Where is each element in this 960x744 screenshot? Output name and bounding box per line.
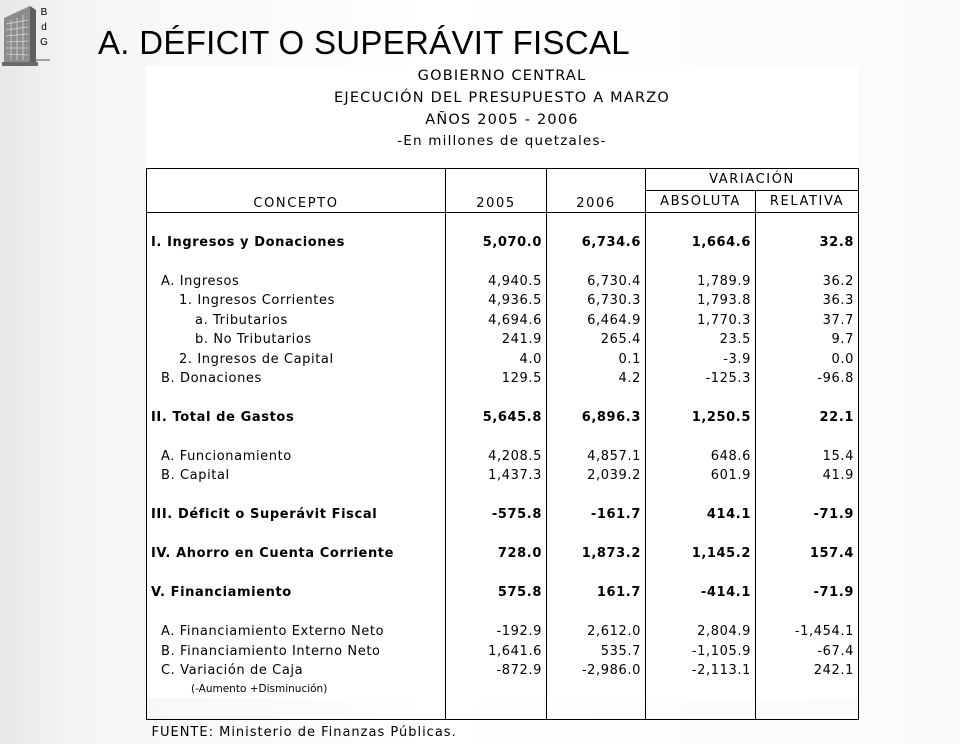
value-absoluta: -125.3 xyxy=(646,369,756,388)
table-row-funcionamiento xyxy=(147,447,859,466)
col-header-variacion: VARIACIÓN xyxy=(646,169,859,191)
bank-logo xyxy=(0,0,52,70)
row-label: B. Capital xyxy=(147,466,446,485)
table-row-ingresos-corrientes xyxy=(147,291,859,310)
row-label: C. Variación de Caja xyxy=(147,661,446,680)
value-2006: 2,612.0 xyxy=(547,622,646,641)
logo-letter-b: B xyxy=(40,7,48,18)
value-2006: 161.7 xyxy=(547,583,646,602)
value-2006: 0.1 xyxy=(547,350,646,369)
value-2006: 6,730.3 xyxy=(547,291,646,310)
value-2006: 6,734.6 xyxy=(547,233,646,252)
row-label: III. Déficit o Superávit Fiscal xyxy=(147,505,446,524)
row-label: IV. Ahorro en Cuenta Corriente xyxy=(147,544,446,563)
row-label: B. Financiamiento Interno Neto xyxy=(147,641,446,660)
value-absoluta: 1,664.6 xyxy=(646,233,756,252)
value-2005: 129.5 xyxy=(446,369,547,388)
value-2005: 728.0 xyxy=(446,544,547,563)
table-row-ingresos-capital xyxy=(147,350,859,369)
row-label: 1. Ingresos Corrientes xyxy=(147,291,446,310)
value-absoluta: 23.5 xyxy=(646,330,756,349)
col-header-absoluta: ABSOLUTA xyxy=(646,190,756,213)
value-2005: 575.8 xyxy=(446,583,547,602)
row-label: I. Ingresos y Donaciones xyxy=(147,233,446,252)
value-relativa: 22.1 xyxy=(756,408,859,427)
row-label: B. Donaciones xyxy=(147,369,446,388)
table-row-variacion-caja xyxy=(147,661,859,680)
value-absoluta: -414.1 xyxy=(646,583,756,602)
value-2006: -161.7 xyxy=(547,505,646,524)
value-2006: 6,730.4 xyxy=(547,272,646,291)
row-label: A. Financiamiento Externo Neto xyxy=(147,622,446,641)
budget-table xyxy=(146,168,859,744)
table-row-fin-interno xyxy=(147,641,859,660)
value-2006: -2,986.0 xyxy=(547,661,646,680)
building-icon xyxy=(0,0,52,70)
logo-letter-d: d xyxy=(41,22,47,33)
table-row-ingresos xyxy=(147,272,859,291)
value-relativa: 15.4 xyxy=(756,447,859,466)
value-2006: 265.4 xyxy=(547,330,646,349)
value-absoluta: -2,113.1 xyxy=(646,661,756,680)
value-2006: 6,464.9 xyxy=(547,311,646,330)
col-header-2006: 2006 xyxy=(547,169,646,213)
value-relativa: -71.9 xyxy=(756,583,859,602)
row-label: A. Ingresos xyxy=(147,272,446,291)
logo-letter-g: G xyxy=(40,37,48,48)
value-absoluta: 1,793.8 xyxy=(646,291,756,310)
value-absoluta: 2,804.9 xyxy=(646,622,756,641)
value-absoluta: 648.6 xyxy=(646,447,756,466)
table-row-ingresos-donaciones xyxy=(147,233,859,252)
value-absoluta: -1,105.9 xyxy=(646,641,756,660)
value-2006: 535.7 xyxy=(547,641,646,660)
value-relativa: 9.7 xyxy=(756,330,859,349)
table-row-capital xyxy=(147,466,859,485)
value-2005: 4,208.5 xyxy=(446,447,547,466)
value-2005: 5,645.8 xyxy=(446,408,547,427)
value-absoluta: -3.9 xyxy=(646,350,756,369)
slide-title: A. DÉFICIT O SUPERÁVIT FISCAL xyxy=(98,24,630,61)
value-absoluta: 1,145.2 xyxy=(646,544,756,563)
table-header-row xyxy=(147,169,859,191)
value-absoluta: 601.9 xyxy=(646,466,756,485)
row-label: V. Financiamiento xyxy=(147,583,446,602)
table-row-note xyxy=(147,680,859,699)
value-2006: 2,039.2 xyxy=(547,466,646,485)
header-line-2: EJECUCIÓN DEL PRESUPUESTO A MARZO xyxy=(333,90,670,106)
col-header-relativa: RELATIVA xyxy=(756,190,859,213)
source-note: FUENTE: Ministerio de Finanzas Públicas. xyxy=(151,724,457,740)
budget-sheet xyxy=(146,66,858,740)
header-line-1: GOBIERNO CENTRAL xyxy=(417,68,587,84)
row-label: a. Tributarios xyxy=(147,311,446,330)
value-relativa: -1,454.1 xyxy=(756,622,859,641)
table-row-donaciones xyxy=(147,369,859,388)
value-relativa: -96.8 xyxy=(756,369,859,388)
table-row-deficit xyxy=(147,505,859,524)
value-absoluta: 1,789.9 xyxy=(646,272,756,291)
value-relativa: 242.1 xyxy=(756,661,859,680)
value-absoluta: 1,770.3 xyxy=(646,311,756,330)
value-2005: -575.8 xyxy=(446,505,547,524)
value-absoluta: 414.1 xyxy=(646,505,756,524)
value-relativa: 157.4 xyxy=(756,544,859,563)
row-label: b. No Tributarios xyxy=(147,330,446,349)
value-relativa: -71.9 xyxy=(756,505,859,524)
table-row-no-tributarios xyxy=(147,330,859,349)
value-2005: 4,936.5 xyxy=(446,291,547,310)
table-row-fin-externo xyxy=(147,622,859,641)
value-2005: 4.0 xyxy=(446,350,547,369)
value-relativa: 36.2 xyxy=(756,272,859,291)
value-2005: 4,694.6 xyxy=(446,311,547,330)
value-2006: 6,896.3 xyxy=(547,408,646,427)
value-2005: -192.9 xyxy=(446,622,547,641)
value-relativa: 0.0 xyxy=(756,350,859,369)
value-2005: 1,641.6 xyxy=(446,641,547,660)
value-2005: 1,437.3 xyxy=(446,466,547,485)
table-row-ahorro xyxy=(147,544,859,563)
value-2005: 241.9 xyxy=(446,330,547,349)
caja-note: (-Aumento +Disminución) xyxy=(147,680,446,699)
value-relativa: -67.4 xyxy=(756,641,859,660)
value-2006: 4.2 xyxy=(547,369,646,388)
header-line-3: AÑOS 2005 - 2006 xyxy=(425,112,579,128)
value-relativa: 37.7 xyxy=(756,311,859,330)
value-2006: 1,873.2 xyxy=(547,544,646,563)
table-row-tributarios xyxy=(147,311,859,330)
value-relativa: 32.8 xyxy=(756,233,859,252)
row-label: 2. Ingresos de Capital xyxy=(147,350,446,369)
value-relativa: 36.3 xyxy=(756,291,859,310)
value-2006: 4,857.1 xyxy=(547,447,646,466)
row-label: A. Funcionamiento xyxy=(147,447,446,466)
row-label: II. Total de Gastos xyxy=(147,408,446,427)
value-2005: -872.9 xyxy=(446,661,547,680)
value-2005: 5,070.0 xyxy=(446,233,547,252)
value-absoluta: 1,250.5 xyxy=(646,408,756,427)
value-relativa: 41.9 xyxy=(756,466,859,485)
col-header-concepto: CONCEPTO xyxy=(147,169,446,213)
table-row-total-gastos xyxy=(147,408,859,427)
col-header-2005: 2005 xyxy=(446,169,547,213)
header-line-4: -En millones de quetzales- xyxy=(397,133,607,149)
table-row-financiamiento xyxy=(147,583,859,602)
value-2005: 4,940.5 xyxy=(446,272,547,291)
